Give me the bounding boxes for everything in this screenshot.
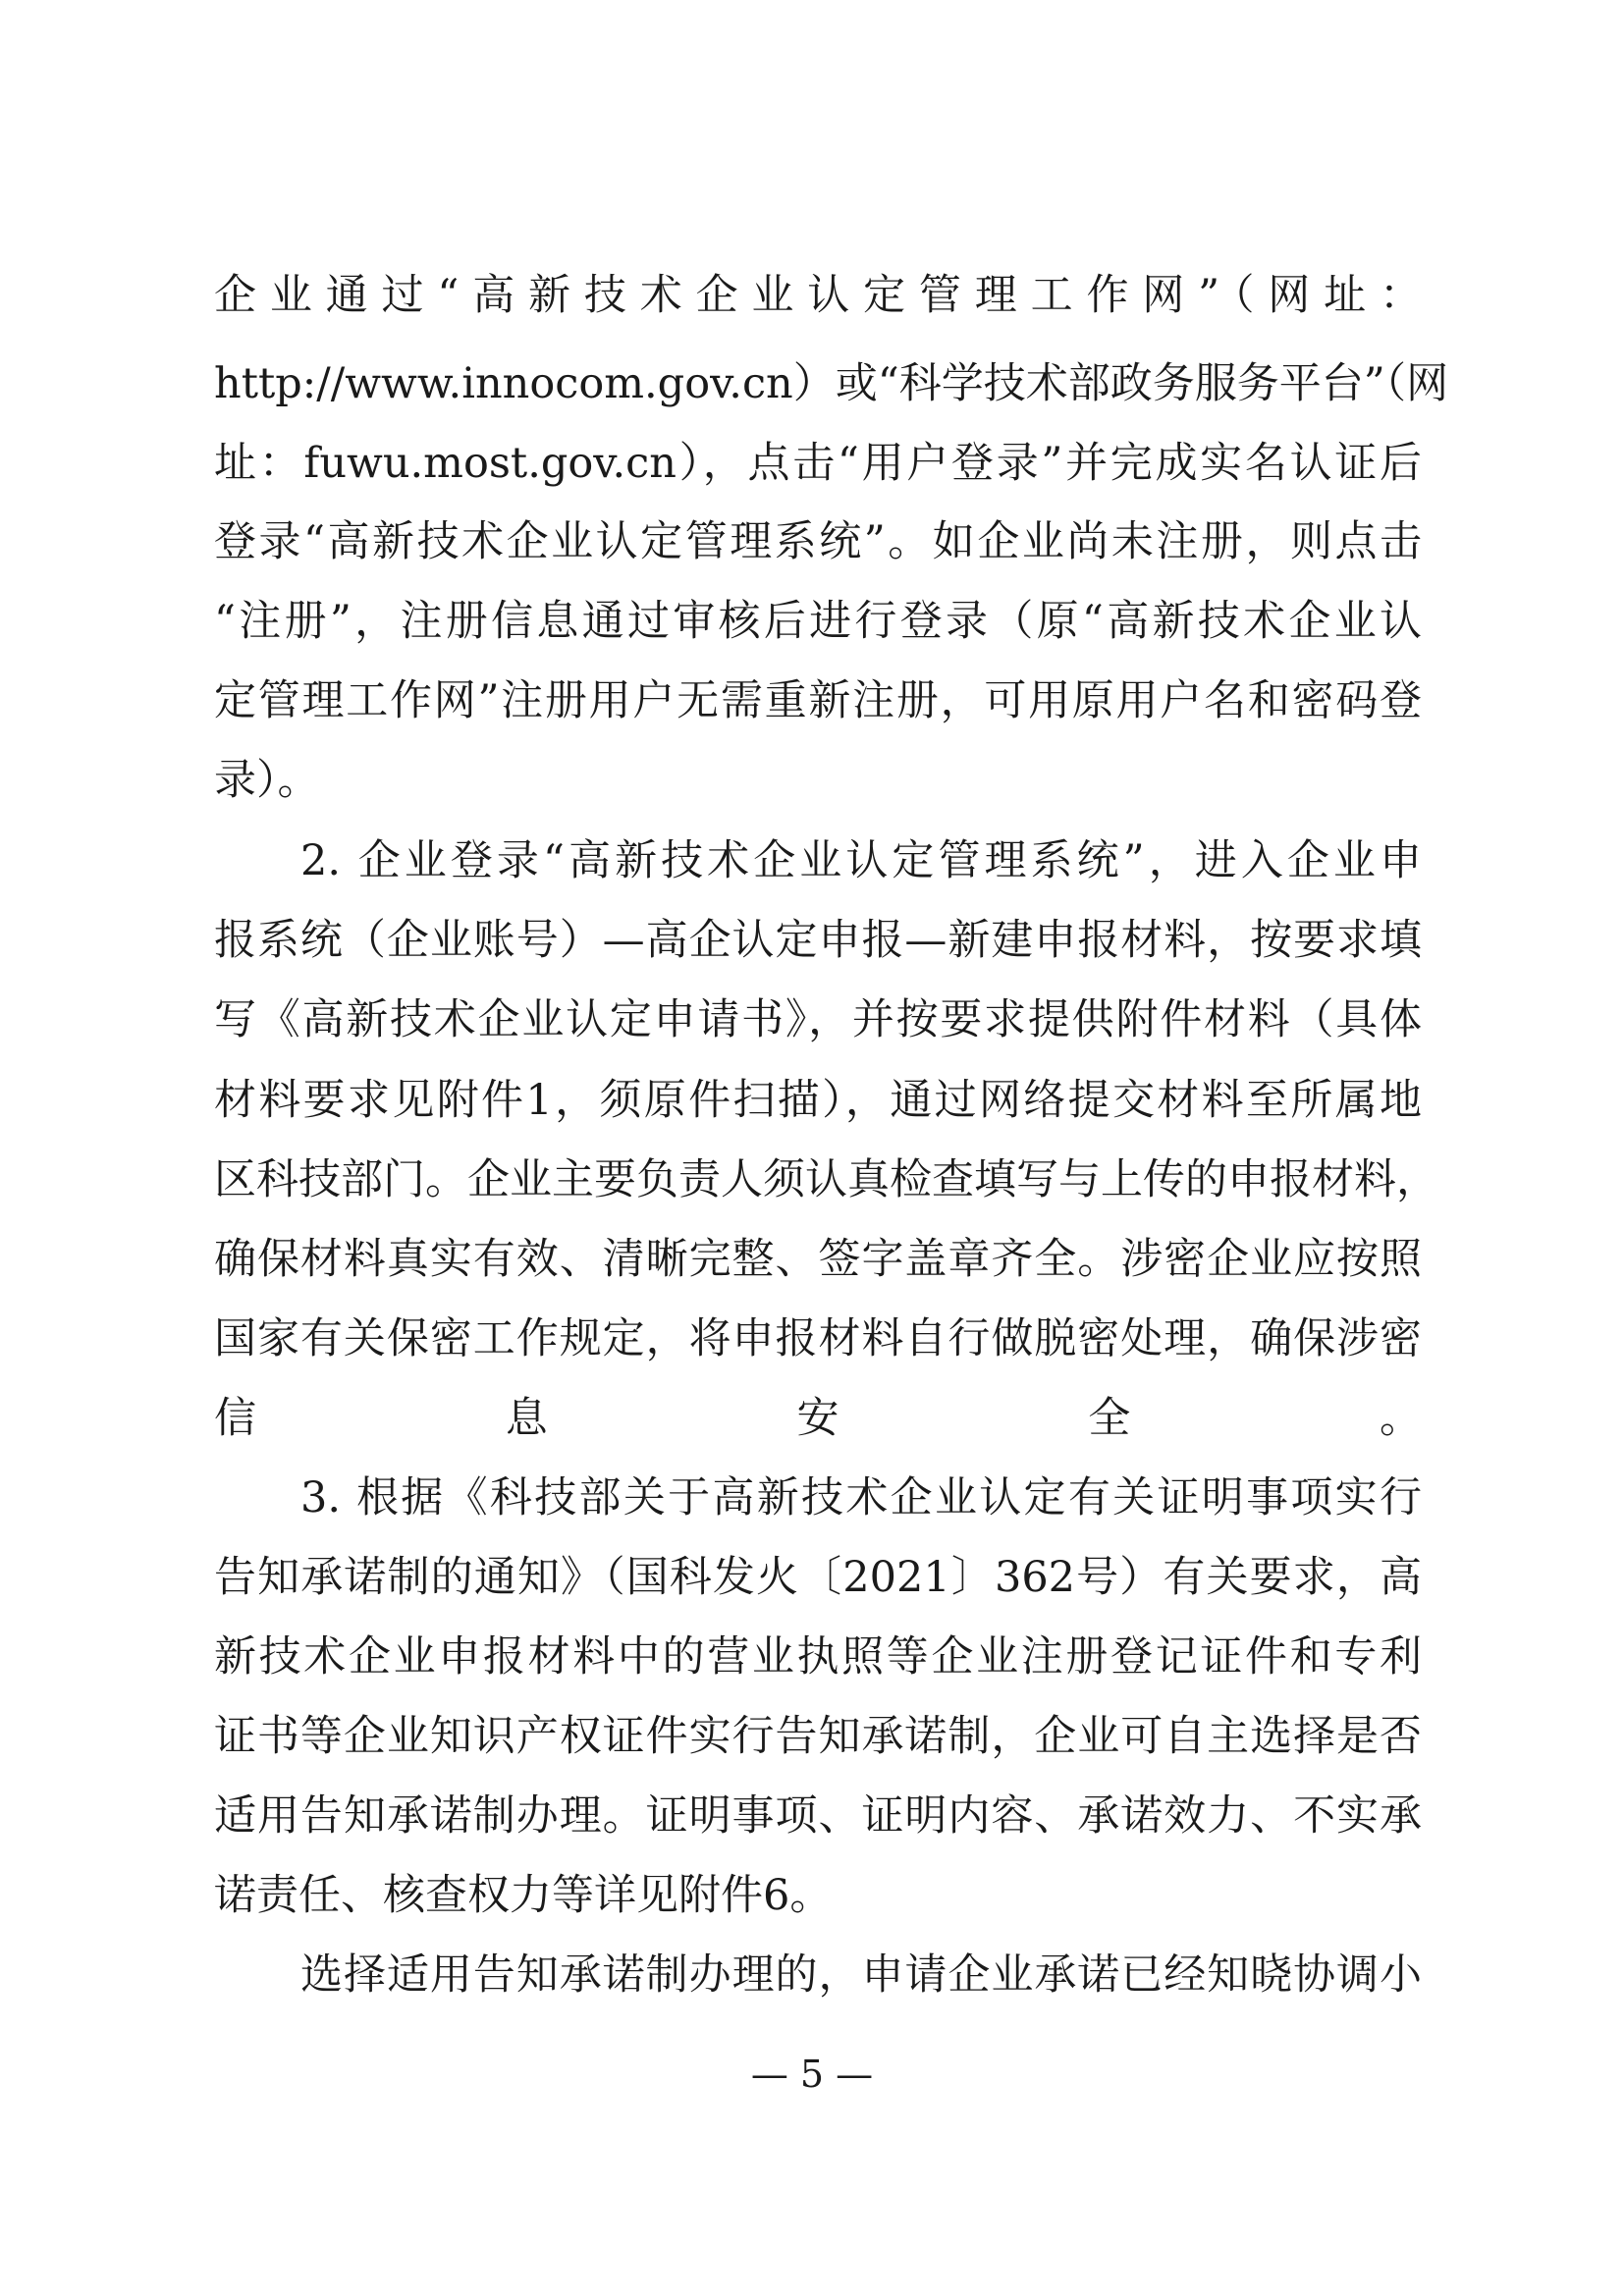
page-number: — 5 —: [750, 2053, 874, 2096]
paragraph-2-line-3: 写《高新技术企业认定申请书》，并按要求提供附件材料（具体: [214, 995, 1422, 1044]
paragraph-1-line-5: “注册”，注册信息通过审核后进行登录（原“高新技术企业认: [214, 597, 1422, 646]
paragraph-2-line-7: 国家有关保密工作规定，将申报材料自行做脱密处理，确保涉密: [214, 1314, 1422, 1363]
paragraph-3-line-5: 适用告知承诺制办理。证明事项、证明内容、承诺效力、不实承: [214, 1791, 1422, 1841]
paragraph-3-line-2: 告知承诺制的通知》（国科发火〔2021〕362号）有关要求，高: [214, 1553, 1422, 1602]
paragraph-1-line-7: 录）。: [214, 756, 320, 805]
paragraph-4-line-1: 选择适用告知承诺制办理的，申请企业承诺已经知晓协调小: [300, 1950, 1422, 2000]
paragraph-3-line-6: 诺责任、核查权力等详见附件6。: [214, 1871, 833, 1920]
paragraph-2-line-1: 2. 企业登录“高新技术企业认定管理系统”，进入企业申: [300, 836, 1422, 885]
paragraph-2-line-8: 信息安全。: [214, 1394, 1422, 1443]
paragraph-2-line-6: 确保材料真实有效、清晰完整、签字盖章齐全。涉密企业应按照: [214, 1235, 1422, 1284]
paragraph-1-line-1: 企业通过“高新技术企业认定管理工作网”（网址：: [214, 271, 1422, 320]
paragraph-1-line-3: 址：fuwu.most.gov.cn），点击“用户登录”并完成实名认证后: [214, 439, 1422, 488]
paragraph-2-line-2: 报系统（企业账号）—高企认定申报—新建申报材料，按要求填: [214, 916, 1422, 965]
paragraph-2-line-4: 材料要求见附件1，须原件扫描），通过网络提交材料至所属地: [214, 1076, 1422, 1125]
paragraph-1-line-6: 定管理工作网”注册用户无需重新注册，可用原用户名和密码登: [214, 676, 1422, 725]
paragraph-2-line-5: 区科技部门。企业主要负责人须认真检查填写与上传的申报材料，: [214, 1155, 1438, 1204]
paragraph-1-line-4: 登录“高新技术企业认定管理系统”。如企业尚未注册，则点击: [214, 517, 1422, 566]
paragraph-3-line-3: 新技术企业申报材料中的营业执照等企业注册登记证件和专利: [214, 1632, 1422, 1682]
paragraph-3-line-4: 证书等企业知识产权证件实行告知承诺制，企业可自主选择是否: [214, 1712, 1422, 1761]
paragraph-3-line-1: 3. 根据《科技部关于高新技术企业认定有关证明事项实行: [300, 1473, 1422, 1522]
paragraph-1-line-2: http://www.innocom.gov.cn）或“科学技术部政务服务平台”（网: [214, 359, 1449, 408]
